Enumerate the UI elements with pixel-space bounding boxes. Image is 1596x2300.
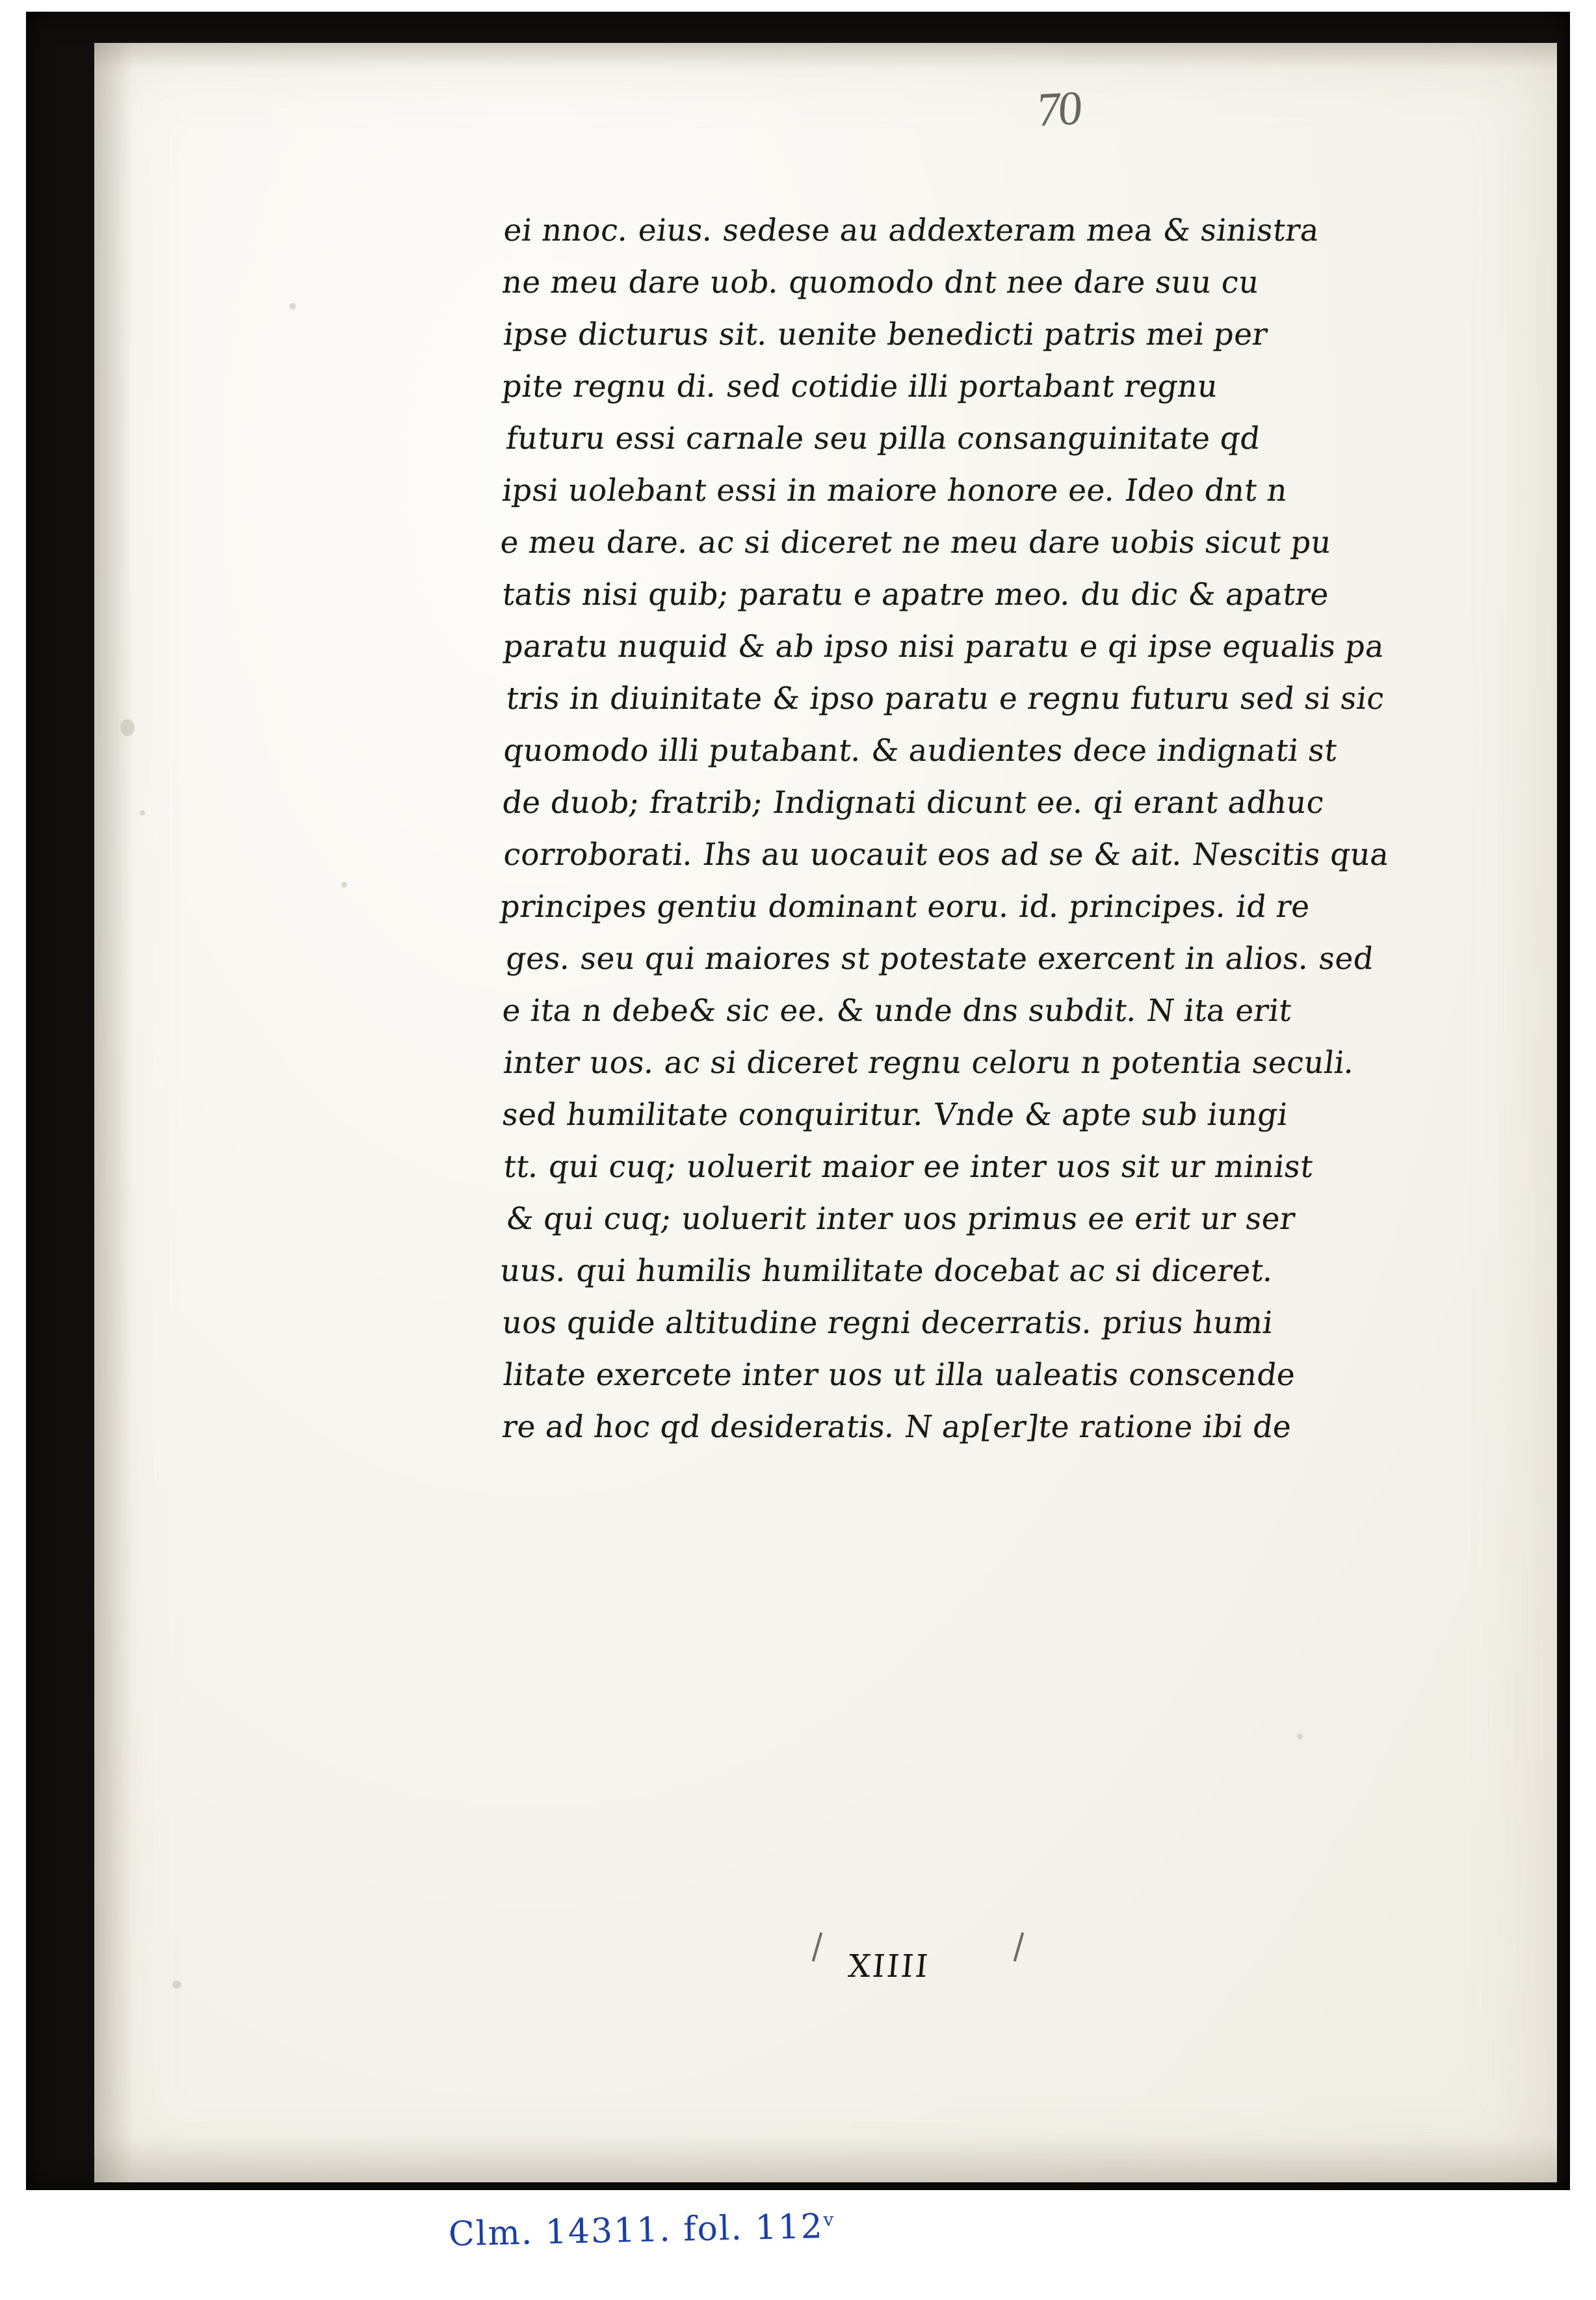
quire-mark: XIIII: [846, 1948, 932, 1985]
text-line: inter uos. ac si diceret regnu celoru n potentia seculi.: [501, 1045, 1357, 1081]
shelfmark-verso-marker: v: [823, 2208, 835, 2230]
text-line: ei nnoc. eius. sedese au addexteram mea & sinistra: [501, 213, 1322, 248]
text-line: tris in diuinitate & ipso paratu e regnu futuru sed si sic: [504, 681, 1387, 717]
text-line: e ita n debe& sic ee. & unde dns subdit. N ita erit: [500, 993, 1294, 1029]
parchment-speck: [341, 882, 347, 888]
text-line: tatis nisi quib; paratu e apatre meo. du dic & apatre: [500, 577, 1331, 613]
shelfmark-text: Clm. 14311. fol. 112: [448, 2207, 824, 2254]
parchment-speck: [1297, 1734, 1303, 1739]
parchment-speck: [140, 810, 145, 815]
text-line: principes gentiu dominant eoru. id. principes. id re: [498, 889, 1313, 925]
quire-mark-tick-left: [812, 1932, 823, 1961]
text-line: e meu dare. ac si diceret ne meu dare uobis sicut pu: [498, 525, 1334, 561]
parchment-speck: [172, 1981, 181, 1989]
shelfmark-caption: [448, 2207, 835, 2254]
leaf-bottom-shadow: [94, 2137, 1557, 2182]
text-line: sed humilitate conquiritur. Vnde & apte sub iungi: [500, 1097, 1290, 1133]
text-line: paratu nuquid & ab ipso nisi paratu e qi ipse equalis pa: [501, 629, 1387, 665]
photo-plate-border: [26, 12, 1570, 2190]
text-line: de duob; fratrib; Indignati dicunt ee. qi erant adhuc: [500, 785, 1327, 821]
text-line: & qui cuq; uoluerit inter uos primus ee erit ur ser: [504, 1201, 1298, 1237]
parchment-speck: [120, 719, 135, 736]
text-line: uus. qui humilis humilitate docebat ac si diceret.: [498, 1253, 1276, 1289]
manuscript-text-block: [498, 213, 1541, 1464]
leaf-top-shadow: [94, 43, 1557, 69]
text-line: ne meu dare uob. quomodo dnt nee dare suu cu: [500, 265, 1262, 300]
leaf-left-shadow: [94, 43, 133, 2182]
text-line: ipse dicturus sit. uenite benedicti patris mei per: [501, 317, 1270, 352]
text-line: pite regnu di. sed cotidie illi portabant regnu: [500, 369, 1220, 404]
text-line: re ad hoc qd desideratis. N ap[er]te ratione ibi de: [500, 1409, 1294, 1445]
text-line: quomodo illi putabant. & audientes dece indignati st: [501, 733, 1340, 769]
text-line: ges. seu qui maiores st potestate exercent in alios. sed: [504, 941, 1376, 977]
folio-number: 70: [1035, 81, 1082, 137]
text-line: litate exercete inter uos ut illa ualeatis conscende: [501, 1357, 1298, 1393]
text-line: corroborati. Ihs au uocauit eos ad se & ait. Nescitis qua: [501, 837, 1391, 873]
text-line: futuru essi carnale seu pilla consanguinitate qd: [504, 421, 1262, 456]
text-line: uos quide altitudine regni decerratis. prius humi: [500, 1305, 1275, 1341]
parchment-speck: [289, 303, 296, 310]
quire-mark-tick-right: [1014, 1932, 1025, 1961]
text-line: tt. qui cuq; uoluerit maior ee inter uos sit ur minist: [501, 1149, 1316, 1185]
text-line: ipsi uolebant essi in maiore honore ee. Ideo dnt n: [500, 473, 1290, 509]
parchment-leaf: [94, 43, 1557, 2182]
